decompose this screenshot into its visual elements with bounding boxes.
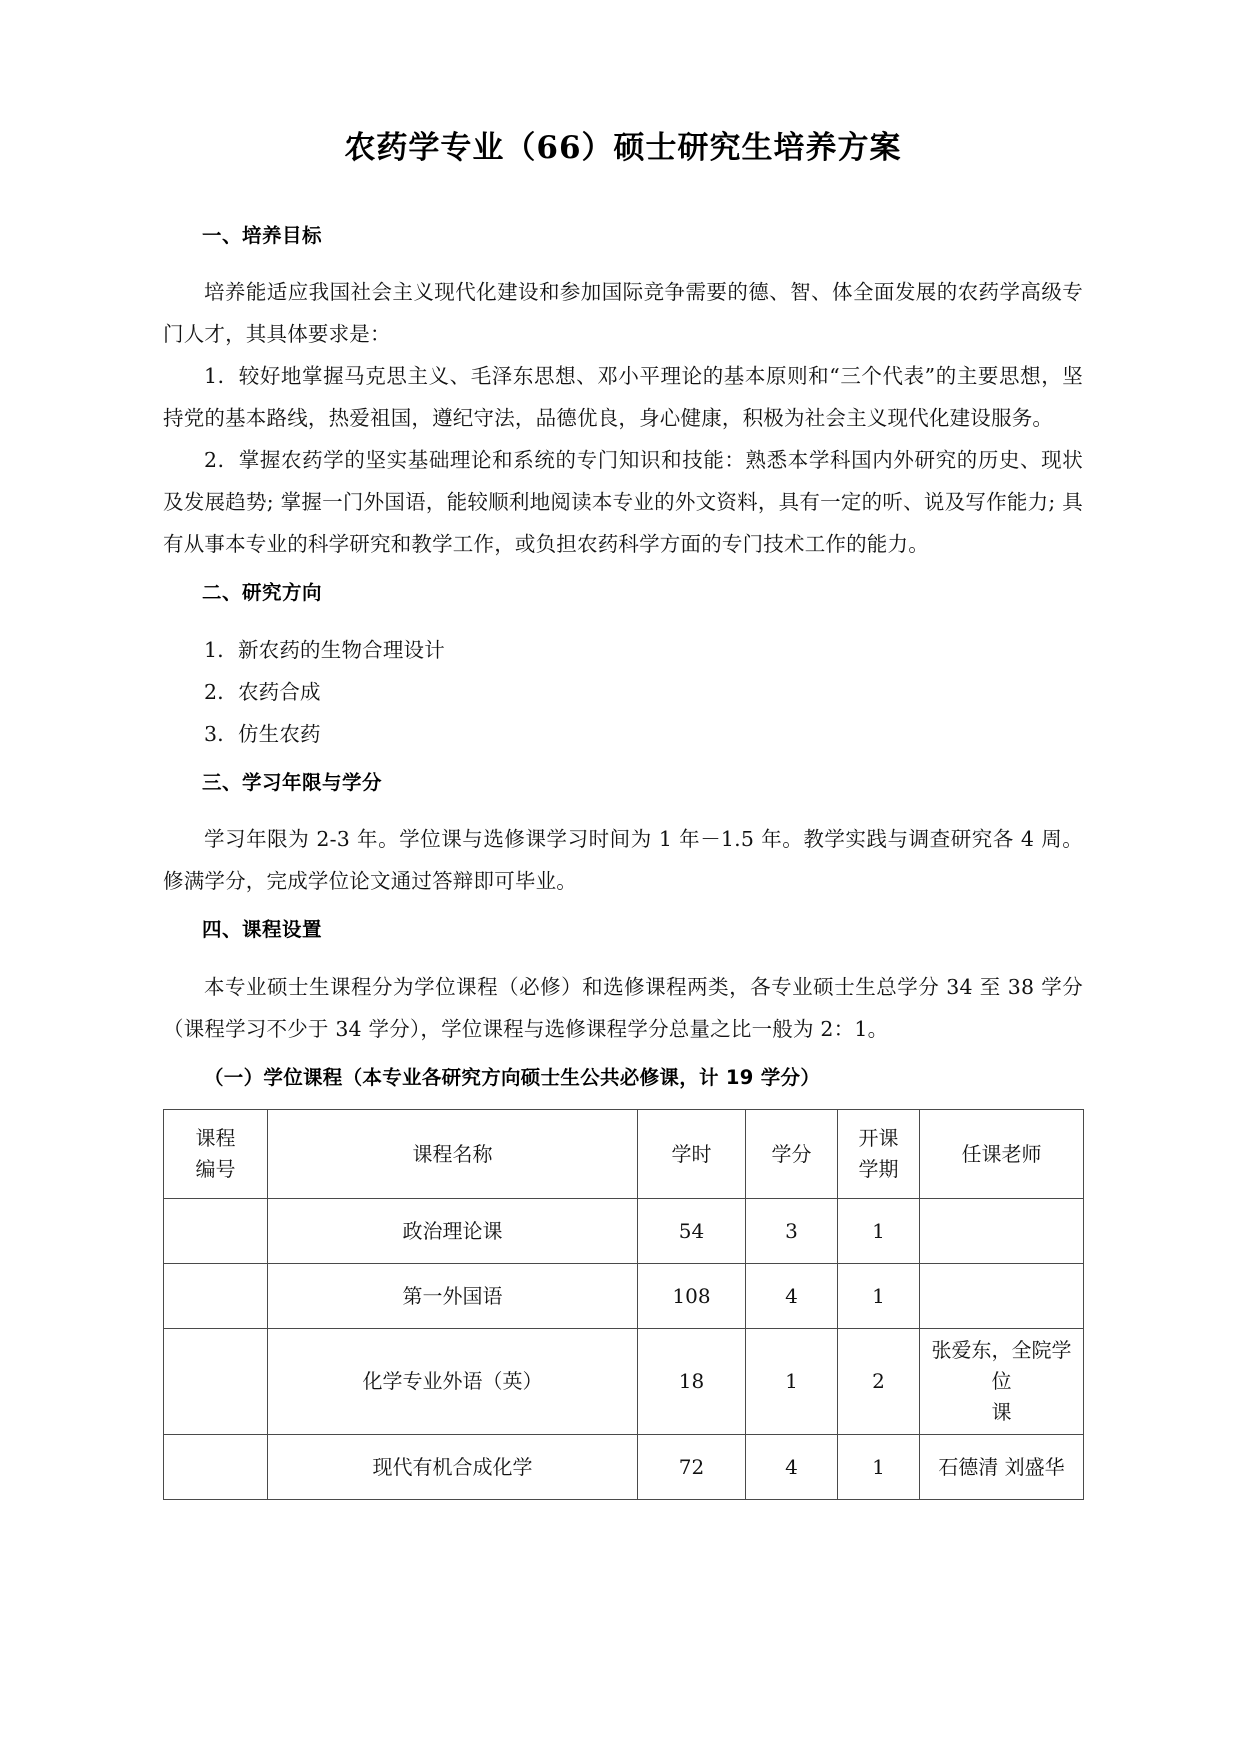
teacher-line2: 课 — [991, 1400, 1012, 1425]
cell-credits: 1 — [746, 1329, 838, 1435]
column-header-teacher: 任课老师 — [920, 1110, 1084, 1199]
column-header-class-hours: 学时 — [638, 1110, 746, 1199]
cell-class-hours: 18 — [638, 1329, 746, 1435]
paragraph-training-item-2: 2．掌握农药学的坚实基础理论和系统的专门知识和技能：熟悉本学科国内外研究的历史、现状及发展趋势; 掌握一门外国语，能较顺利地阅读本专业的外文资料，具有一定的听、说及写作能力; 具有从事本专业的科学研究和教学工作，或负担农药科学方面的专门技术工作的能力。 — [163, 448, 1083, 557]
page-title: 农药学专业（66）硕士研究生培养方案 — [344, 130, 902, 166]
cell-teacher — [920, 1199, 1084, 1264]
cell-credits: 4 — [746, 1264, 838, 1329]
cell-course-code — [164, 1264, 268, 1329]
section-heading-curriculum: 四、课程设置 — [202, 918, 323, 942]
spacer — [163, 245, 1083, 271]
cell-term: 2 — [838, 1329, 920, 1435]
term-header-line2: 学期 — [858, 1157, 899, 1182]
paragraph-duration-credits: 学习年限为 2-3 年。学位课与选修课学习时间为 1 年－1.5 年。教学实践与调查研究各 4 周。修满学分，完成学位论文通过答辩即可毕业。 — [163, 827, 1083, 894]
column-header-course-name: 课程名称 — [268, 1110, 638, 1199]
course-code-header-line2: 编号 — [195, 1157, 236, 1182]
section-heading-research-directions: 二、研究方向 — [202, 581, 323, 605]
cell-credits: 3 — [746, 1199, 838, 1264]
paragraph-training-intro: 培养能适应我国社会主义现代化建设和参加国际竞争需要的德、智、体全面发展的农药学高级专门人才，其具体要求是： — [163, 280, 1083, 347]
cell-class-hours: 108 — [638, 1264, 746, 1329]
cell-teacher — [920, 1264, 1084, 1329]
cell-teacher: 石德清 刘盛华 — [920, 1435, 1084, 1500]
cell-course-name: 第一外国语 — [268, 1264, 638, 1329]
research-direction-item: 2．农药合成 — [204, 679, 321, 704]
degree-courses-table — [163, 1109, 1084, 1500]
cell-class-hours: 72 — [638, 1435, 746, 1500]
table-header-row — [164, 1110, 1084, 1199]
spacer — [163, 940, 1083, 966]
research-direction-item: 3．仿生农药 — [204, 721, 321, 746]
paragraph-curriculum: 本专业硕士生课程分为学位课程（必修）和选修课程两类，各专业硕士生总学分 34 至 38 学分（课程学习不少于 34 学分），学位课程与选修课程学分总量之比一般为 2：1。 — [163, 974, 1083, 1041]
teacher-line1: 张爱东，全院学位 — [931, 1338, 1072, 1394]
term-header-line1: 开课 — [858, 1126, 899, 1151]
cell-term: 1 — [838, 1435, 920, 1500]
cell-term: 1 — [838, 1199, 920, 1264]
spacer — [163, 792, 1083, 818]
research-direction-item: 1．新农药的生物合理设计 — [204, 637, 445, 662]
table-row — [164, 1199, 1084, 1264]
cell-teacher — [920, 1329, 1084, 1435]
column-header-course-code — [164, 1110, 268, 1199]
cell-course-code — [164, 1199, 268, 1264]
table-row — [164, 1435, 1084, 1500]
course-code-header-line1: 课程 — [195, 1126, 236, 1151]
column-header-term — [838, 1110, 920, 1199]
cell-course-name: 现代有机合成化学 — [268, 1435, 638, 1500]
cell-class-hours: 54 — [638, 1199, 746, 1264]
subheading-degree-courses: （一）学位课程（本专业各研究方向硕士生公共必修课，计 19 学分） — [204, 1065, 821, 1089]
cell-term: 1 — [838, 1264, 920, 1329]
paragraph-training-item-1: 1．较好地掌握马克思主义、毛泽东思想、邓小平理论的基本原则和“三个代表”的主要思想，坚持党的基本路线，热爱祖国，遵纪守法，品德优良，身心健康，积极为社会主义现代化建设服务。 — [163, 364, 1083, 431]
cell-credits: 4 — [746, 1435, 838, 1500]
table-row — [164, 1264, 1084, 1329]
document-content — [163, 0, 1083, 1500]
spacer — [163, 170, 1083, 226]
section-heading-duration-credits: 三、学习年限与学分 — [202, 770, 383, 794]
cell-course-name: 政治理论课 — [268, 1199, 638, 1264]
spacer — [163, 603, 1083, 629]
cell-course-name: 化学专业外语（英） — [268, 1329, 638, 1435]
cell-course-code — [164, 1329, 268, 1435]
cell-course-code — [164, 1435, 268, 1500]
column-header-credits: 学分 — [746, 1110, 838, 1199]
section-heading-training-objectives: 一、培养目标 — [202, 223, 323, 247]
table-row — [164, 1329, 1084, 1435]
